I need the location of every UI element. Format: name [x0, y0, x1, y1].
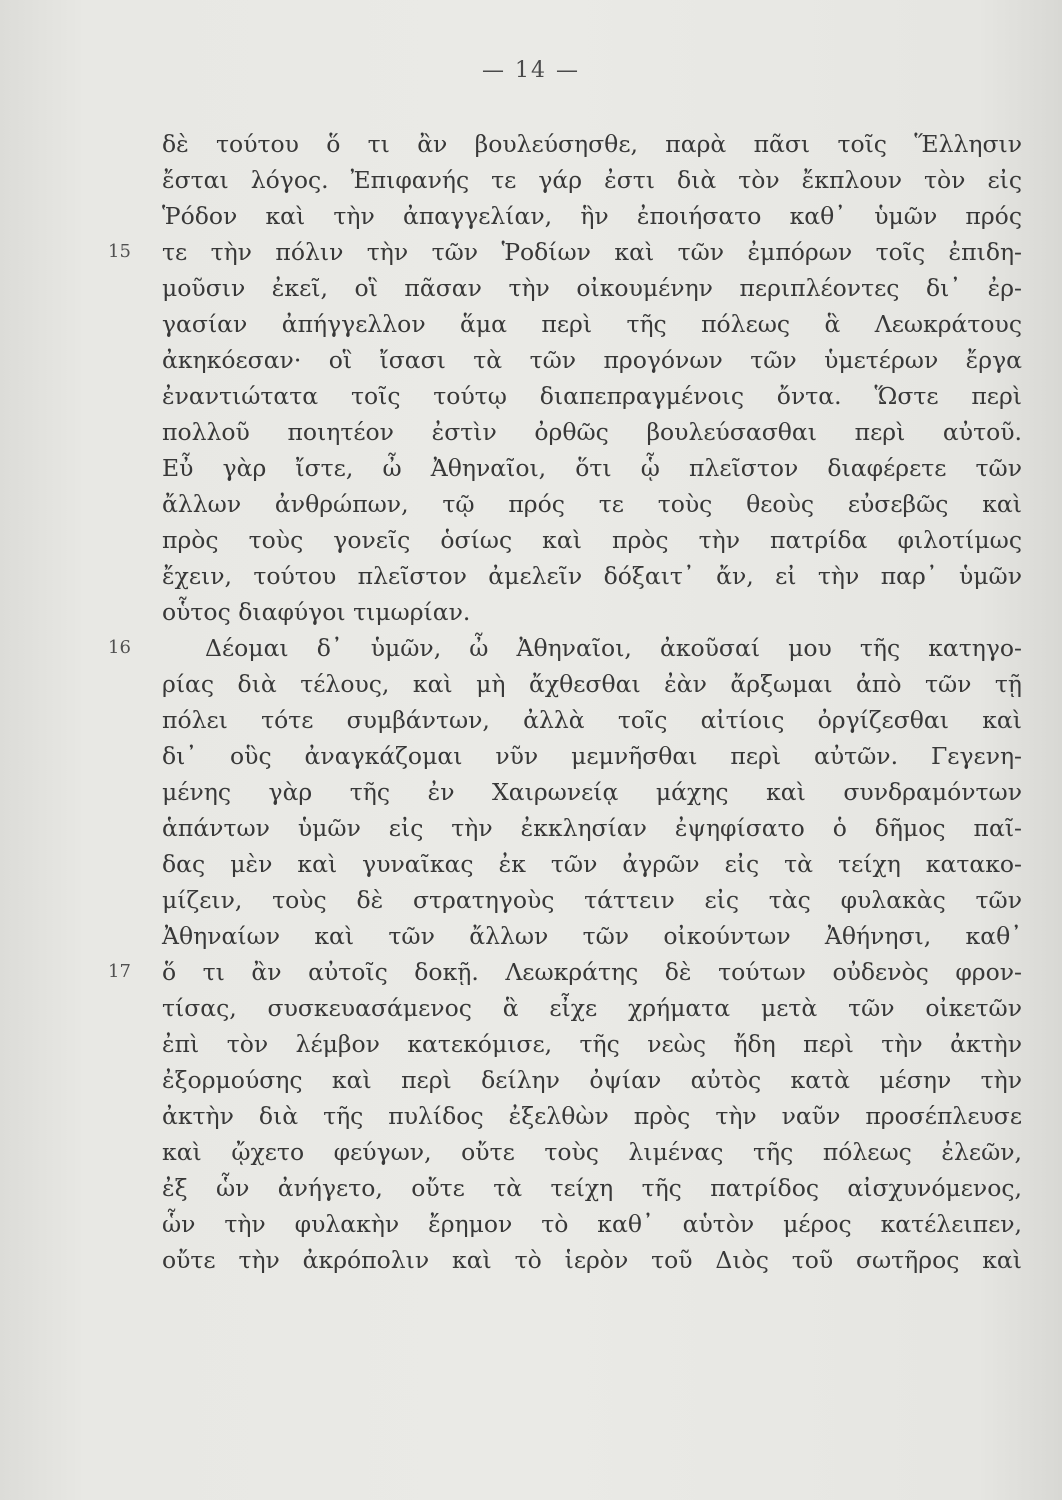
section-number: 17	[108, 961, 131, 982]
text-line: ἀκτὴν διὰ τῆς πυλίδος ἐξελθὼν πρὸς τὴν ναῦν προσέπλευσε	[162, 1102, 1022, 1130]
section-number: 15	[108, 241, 131, 262]
page-number: — 14 —	[482, 58, 580, 83]
text-line: πολλοῦ ποιητέον ἐστὶν ὀρθῶς βουλεύσασθαι περὶ αὐτοῦ.	[162, 418, 1022, 446]
text-line: ἔχειν, τούτου πλεῖστον ἀμελεῖν δόξαιτ᾽ ἄν, εἰ τὴν παρ᾽ ὑμῶν	[162, 562, 1022, 590]
text-line: ἐναντιώτατα τοῖς τούτῳ διαπεπραγμένοις ὄντα. Ὥστε περὶ	[162, 382, 1022, 410]
text-line: μίζειν, τοὺς δὲ στρατηγοὺς τάττειν εἰς τὰς φυλακὰς τῶν	[162, 886, 1022, 914]
text-line: πόλει τότε συμβάντων, ἀλλὰ τοῖς αἰτίοις ὀργίζεσθαι καὶ	[162, 706, 1022, 734]
text-line: ἄλλων ἀνθρώπων, τῷ πρός τε τοὺς θεοὺς εὐσεβῶς καὶ	[162, 490, 1022, 518]
text-line: δι᾽ οὓς ἀναγκάζομαι νῦν μεμνῆσθαι περὶ αὐτῶν. Γεγενη-	[162, 742, 1022, 770]
text-line: τίσας, συσκευασάμενος ἃ εἶχε χρήματα μετὰ τῶν οἰκετῶν	[162, 994, 1022, 1022]
section-number: 16	[108, 637, 131, 658]
text-line: Δέομαι δ᾽ ὑμῶν, ὦ Ἀθηναῖοι, ἀκοῦσαί μου τῆς κατηγο-	[205, 634, 1022, 662]
text-line: μένης γὰρ τῆς ἐν Χαιρωνείᾳ μάχης καὶ συνδραμόντων	[162, 778, 1022, 806]
text-line: Εὖ γὰρ ἴστε, ὦ Ἀθηναῖοι, ὅτι ᾧ πλεῖστον διαφέρετε τῶν	[162, 454, 1022, 482]
text-line: οὔτε τὴν ἀκρόπολιν καὶ τὸ ἱερὸν τοῦ Διὸς τοῦ σωτῆρος καὶ	[162, 1246, 1022, 1274]
text-line: γασίαν ἀπήγγελλον ἅμα περὶ τῆς πόλεως ἃ Λεωκράτους	[162, 310, 1022, 338]
text-line: δας μὲν καὶ γυναῖκας ἐκ τῶν ἀγρῶν εἰς τὰ τείχη κατακο-	[162, 850, 1022, 878]
text-line: ὅ τι ἂν αὐτοῖς δοκῇ. Λεωκράτης δὲ τούτων οὐδενὸς φρον-	[162, 958, 1022, 986]
text-line: μοῦσιν ἐκεῖ, οἳ πᾶσαν τὴν οἰκουμένην περιπλέοντες δι᾽ ἐρ-	[162, 274, 1022, 302]
text-line: ἀκηκόεσαν· οἳ ἴσασι τὰ τῶν προγόνων τῶν ὑμετέρων ἔργα	[162, 346, 1022, 374]
text-line: ἐξ ὧν ἀνήγετο, οὔτε τὰ τείχη τῆς πατρίδος αἰσχυνόμενος,	[162, 1174, 1022, 1202]
text-line: πρὸς τοὺς γονεῖς ὁσίως καὶ πρὸς τὴν πατρίδα φιλοτίμως	[162, 526, 1022, 554]
text-line: ρίας διὰ τέλους, καὶ μὴ ἄχθεσθαι ἐὰν ἄρξωμαι ἀπὸ τῶν τῇ	[162, 670, 1022, 698]
text-line: Ῥόδον καὶ τὴν ἀπαγγελίαν, ἣν ἐποιήσατο καθ᾽ ὑμῶν πρός	[162, 202, 1022, 230]
text-line: δὲ τούτου ὅ τι ἂν βουλεύσησθε, παρὰ πᾶσι τοῖς Ἕλλησιν	[162, 130, 1022, 158]
text-line: οὗτος διαφύγοι τιμωρίαν.	[162, 598, 471, 626]
text-line: ἐξορμούσης καὶ περὶ δείλην ὀψίαν αὐτὸς κατὰ μέσην τὴν	[162, 1066, 1022, 1094]
text-line: ἔσται λόγος. Ἐπιφανής τε γάρ ἐστι διὰ τὸν ἔκπλουν τὸν εἰς	[162, 166, 1022, 194]
text-line: ἐπὶ τὸν λέμβον κατεκόμισε, τῆς νεὼς ἤδη περὶ τὴν ἀκτὴν	[162, 1030, 1022, 1058]
text-line: ἁπάντων ὑμῶν εἰς τὴν ἐκκλησίαν ἐψηφίσατο ὁ δῆμος παῖ-	[162, 814, 1022, 842]
text-line: Ἀθηναίων καὶ τῶν ἄλλων τῶν οἰκούντων Ἀθήνησι, καθ᾽	[162, 922, 1022, 950]
text-line: ὧν τὴν φυλακὴν ἔρημον τὸ καθ᾽ αὑτὸν μέρος κατέλειπεν,	[162, 1210, 1022, 1238]
text-line: τε τὴν πόλιν τὴν τῶν Ῥοδίων καὶ τῶν ἐμπόρων τοῖς ἐπιδη-	[162, 238, 1022, 266]
text-line: καὶ ᾤχετο φεύγων, οὔτε τοὺς λιμένας τῆς πόλεως ἐλεῶν,	[162, 1138, 1022, 1166]
